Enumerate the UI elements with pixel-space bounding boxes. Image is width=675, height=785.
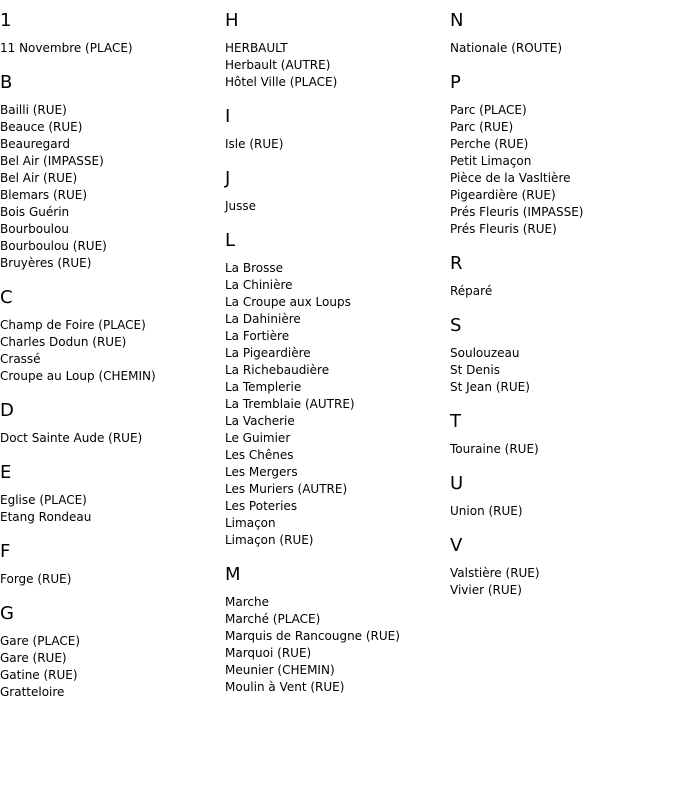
letter-heading: G [0, 603, 14, 624]
letter-heading: H [225, 10, 239, 31]
index-column-3 [450, 10, 670, 614]
street-item: Touraine (RUE) [450, 442, 539, 456]
letter-heading: U [450, 473, 464, 494]
street-item: La Fortière [225, 329, 290, 343]
street-item: HERBAULT [225, 41, 288, 55]
letter-group [450, 253, 670, 300]
street-list [0, 492, 220, 526]
street-list [225, 198, 445, 215]
letter-group [0, 603, 220, 701]
street-item: Bourboulou (RUE) [0, 239, 107, 253]
street-item: La Vacherie [225, 414, 295, 428]
street-item: Charles Dodun (RUE) [0, 335, 127, 349]
street-item: Gare (RUE) [0, 651, 67, 665]
letter-group [225, 10, 445, 91]
street-item: Eglise (PLACE) [0, 493, 87, 507]
letter-group [225, 564, 445, 696]
street-list [0, 40, 220, 57]
letter-heading: C [0, 287, 13, 308]
street-item: Vivier (RUE) [450, 583, 522, 597]
street-list [225, 260, 445, 549]
street-item: Isle (RUE) [225, 137, 284, 151]
letter-heading: S [450, 315, 462, 336]
letter-group [450, 72, 670, 238]
street-item: Nationale (ROUTE) [450, 41, 563, 55]
street-item: La Templerie [225, 380, 302, 394]
street-list [0, 430, 220, 447]
street-item: Gatine (RUE) [0, 668, 78, 682]
street-item: Gare (PLACE) [0, 634, 81, 648]
street-item: Soulouzeau [450, 346, 520, 360]
street-list [450, 565, 670, 599]
letter-heading: V [450, 535, 463, 556]
street-item: Beauregard [0, 137, 70, 151]
street-item: Pigeardière (RUE) [450, 188, 556, 202]
street-item: La Tremblaie (AUTRE) [225, 397, 355, 411]
letter-heading: B [0, 72, 13, 93]
street-item: Jusse [225, 199, 257, 213]
letter-group [450, 473, 670, 520]
street-item: Crassé [0, 352, 41, 366]
street-item: Pièce de la Vasltière [450, 171, 571, 185]
street-item: Perche (RUE) [450, 137, 529, 151]
street-list [450, 102, 670, 238]
letter-group [450, 535, 670, 599]
letter-heading: N [450, 10, 464, 31]
street-item: La Pigeardière [225, 346, 311, 360]
letter-heading: L [225, 230, 236, 251]
street-item: Petit Limaçon [450, 154, 532, 168]
letter-group [0, 72, 220, 272]
street-item: Prés Fleuris (IMPASSE) [450, 205, 584, 219]
letter-group [225, 230, 445, 549]
index-column-2 [225, 10, 445, 711]
letter-group [450, 10, 670, 57]
street-item: Forge (RUE) [0, 572, 72, 586]
letter-group [0, 287, 220, 385]
letter-heading: E [0, 462, 12, 483]
street-item: Bois Guérin [0, 205, 70, 219]
street-item: Le Guimier [225, 431, 291, 445]
street-item: Bourboulou [0, 222, 69, 236]
letter-heading: R [450, 253, 463, 274]
street-list [450, 441, 670, 458]
street-item: Bel Air (IMPASSE) [0, 154, 104, 168]
street-item: Marche [225, 595, 269, 609]
letter-group [225, 168, 445, 215]
letter-heading: T [450, 411, 461, 432]
letter-group [0, 541, 220, 588]
street-list [225, 40, 445, 91]
street-list [225, 136, 445, 153]
street-item: Etang Rondeau [0, 510, 92, 524]
letter-heading: I [225, 106, 231, 127]
street-item: Meunier (CHEMIN) [225, 663, 335, 677]
letter-heading: D [0, 400, 14, 421]
street-item: Valstière (RUE) [450, 566, 540, 580]
street-list [0, 571, 220, 588]
letter-group [0, 462, 220, 526]
street-item: 11 Novembre (PLACE) [0, 41, 133, 55]
street-item: Limaçon [225, 516, 276, 530]
street-item: Réparé [450, 284, 493, 298]
street-item: St Jean (RUE) [450, 380, 530, 394]
street-list [450, 40, 670, 57]
street-item: Les Chênes [225, 448, 294, 462]
street-item: Doct Sainte Aude (RUE) [0, 431, 143, 445]
street-list [450, 345, 670, 396]
street-item: La Croupe aux Loups [225, 295, 351, 309]
letter-heading: P [450, 72, 461, 93]
street-item: Marquis de Rancougne (RUE) [225, 629, 400, 643]
street-item: Bruyères (RUE) [0, 256, 92, 270]
street-item: La Brosse [225, 261, 283, 275]
street-item: Moulin à Vent (RUE) [225, 680, 345, 694]
street-item: Blemars (RUE) [0, 188, 88, 202]
street-item: Croupe au Loup (CHEMIN) [0, 369, 156, 383]
street-item: Gratteloire [0, 685, 65, 699]
street-item: Beauce (RUE) [0, 120, 83, 134]
letter-heading: M [225, 564, 241, 585]
street-item: Les Poteries [225, 499, 298, 513]
street-item: Bailli (RUE) [0, 103, 67, 117]
street-list [0, 317, 220, 385]
street-item: Herbault (AUTRE) [225, 58, 331, 72]
street-list [450, 283, 670, 300]
street-item: Champ de Foire (PLACE) [0, 318, 146, 332]
letter-group [225, 106, 445, 153]
letter-group [450, 411, 670, 458]
letter-group [0, 10, 220, 57]
street-item: La Dahinière [225, 312, 301, 326]
street-item: Prés Fleuris (RUE) [450, 222, 557, 236]
street-item: Marché (PLACE) [225, 612, 321, 626]
street-item: Hôtel Ville (PLACE) [225, 75, 338, 89]
street-item: La Chinière [225, 278, 293, 292]
street-list [450, 503, 670, 520]
street-item: La Richebaudière [225, 363, 330, 377]
letter-group [0, 400, 220, 447]
street-item: Les Mergers [225, 465, 298, 479]
letter-group [450, 315, 670, 396]
street-item: Limaçon (RUE) [225, 533, 314, 547]
street-item: Marquoi (RUE) [225, 646, 312, 660]
street-list [0, 633, 220, 701]
street-item: Union (RUE) [450, 504, 523, 518]
letter-heading: J [225, 168, 231, 189]
street-item: Les Muriers (AUTRE) [225, 482, 348, 496]
street-list [0, 102, 220, 272]
index-column-1 [0, 10, 220, 716]
street-item: Parc (RUE) [450, 120, 514, 134]
letter-heading: F [0, 541, 11, 562]
street-item: St Denis [450, 363, 500, 377]
street-item: Parc (PLACE) [450, 103, 527, 117]
street-list [225, 594, 445, 696]
letter-heading: 1 [0, 10, 12, 31]
street-item: Bel Air (RUE) [0, 171, 78, 185]
